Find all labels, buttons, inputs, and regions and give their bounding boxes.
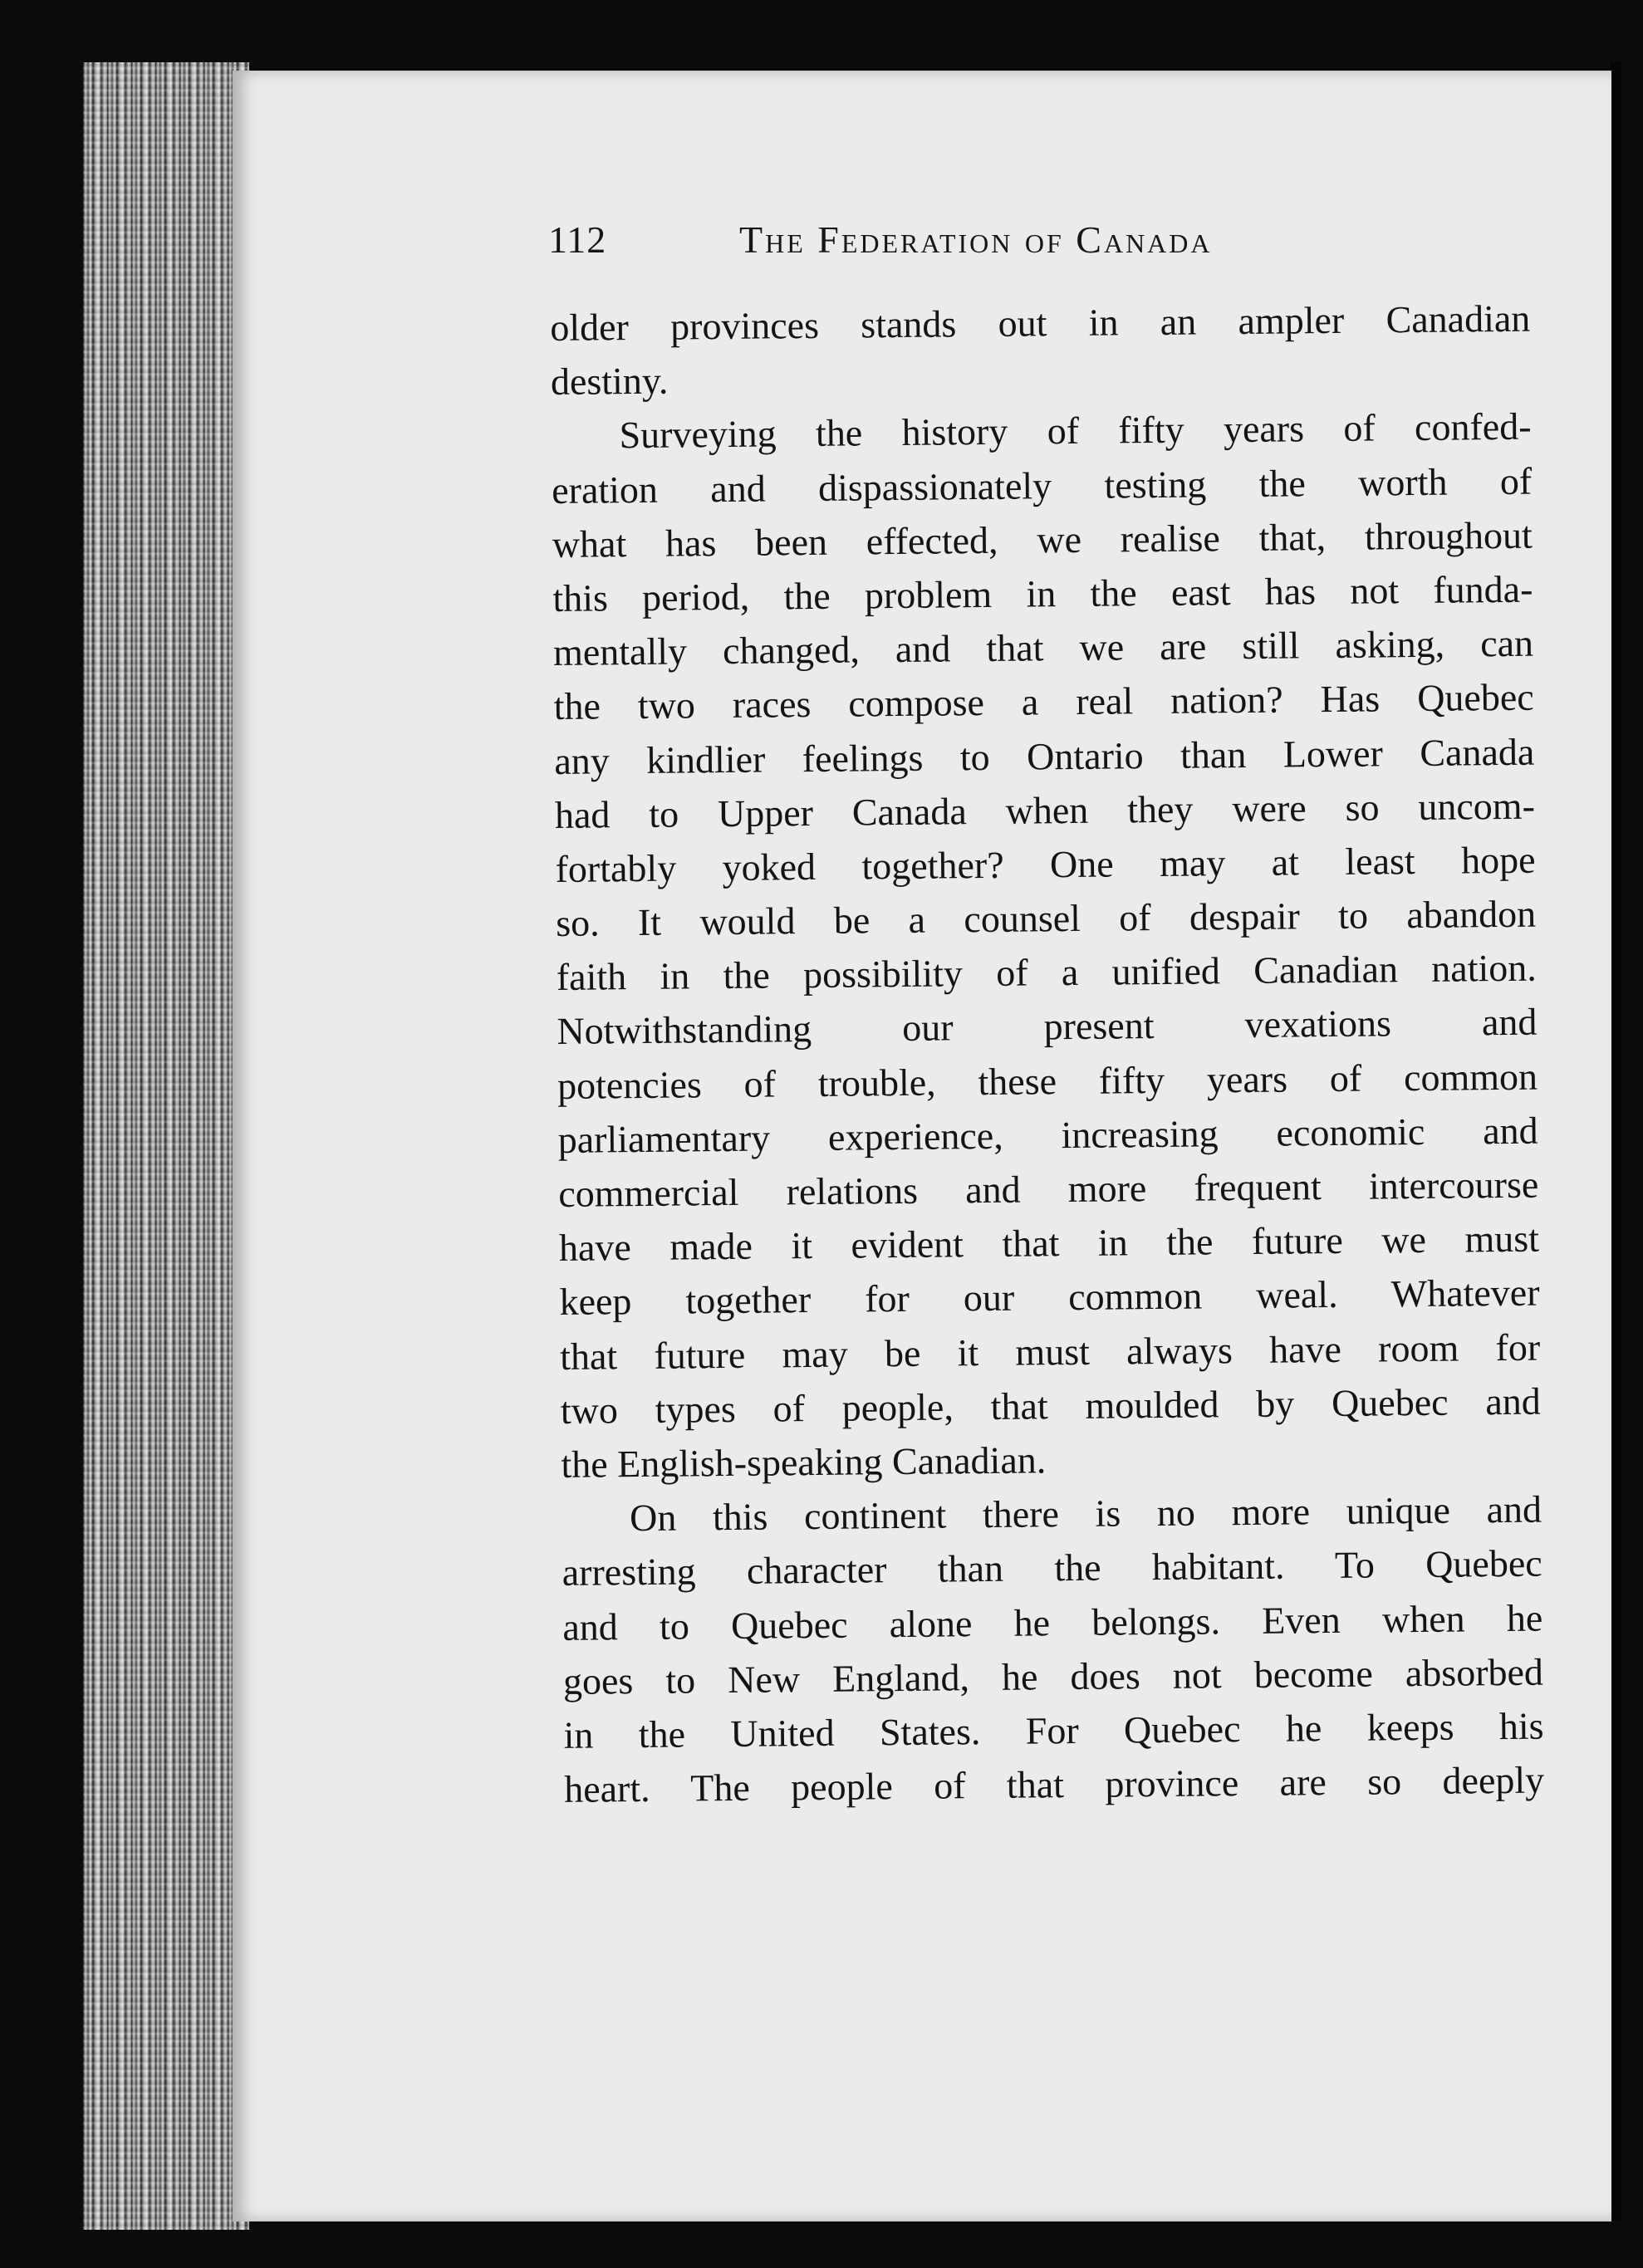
text-line: two types of people, that moulded by Quebec and [560,1379,1542,1432]
text-line: Notwithstanding our present vexations and [557,1001,1538,1053]
text-line: the two races compose a real nation? Has Quebec [553,675,1534,728]
text-line: had to Upper Canada when they were so uncom- [554,784,1536,836]
text-line: any kindlier feelings to Ontario than Lower Canada [554,730,1535,782]
page-number: 112 [548,218,607,261]
text-line: what has been effected, we realise that, throughout [552,513,1533,566]
book-page-edges [83,62,249,2230]
text-line: heart. The people of that province are so deeply [563,1758,1545,1810]
text-line: fortably yoked together? One may at least hope [555,838,1536,890]
text-line: arresting character than the habitant. To Quebec [562,1541,1542,1594]
text-line: On this continent there is no more unique and [629,1487,1542,1540]
text-line: parliamentary experience, increasing economic and [557,1109,1538,1161]
text-line: keep together for our common weal. Whatever [559,1271,1540,1324]
text-line: the English-speaking Canadian. [561,1438,1047,1486]
text-line: destiny. [550,359,669,404]
page-header [548,218,1395,276]
text-line: so. It would be a counsel of despair to abandon [555,892,1537,945]
text-line: this period, the problem in the east has not funda- [552,567,1533,620]
text-line: mentally changed, and that we are still asking, can [552,621,1534,674]
text-line: potencies of trouble, these fifty years of common [557,1055,1538,1107]
text-line: in the United States. For Quebec he keeps his [563,1704,1544,1756]
text-line: faith in the possibility of a unified Canadian nation. [556,946,1538,999]
body-text [550,291,1561,1816]
text-line: that future may be it must always have room for [559,1325,1541,1378]
running-title: The Federation of Canada [739,218,1213,261]
text-line: older provinces stands out in an ampler Canadian [550,296,1531,349]
text-line: have made it evident that in the future we must [558,1217,1540,1270]
text-line: goes to New England, he does not become absorbed [562,1650,1544,1702]
text-line: Surveying the history of fifty years of confed- [619,405,1532,457]
text-line: commercial relations and more frequent intercourse [558,1163,1539,1215]
scan-right-border [1610,62,1621,2221]
text-line: and to Quebec alone he belongs. Even when he [562,1596,1543,1648]
text-line: eration and dispassionately testing the worth of [551,459,1533,512]
